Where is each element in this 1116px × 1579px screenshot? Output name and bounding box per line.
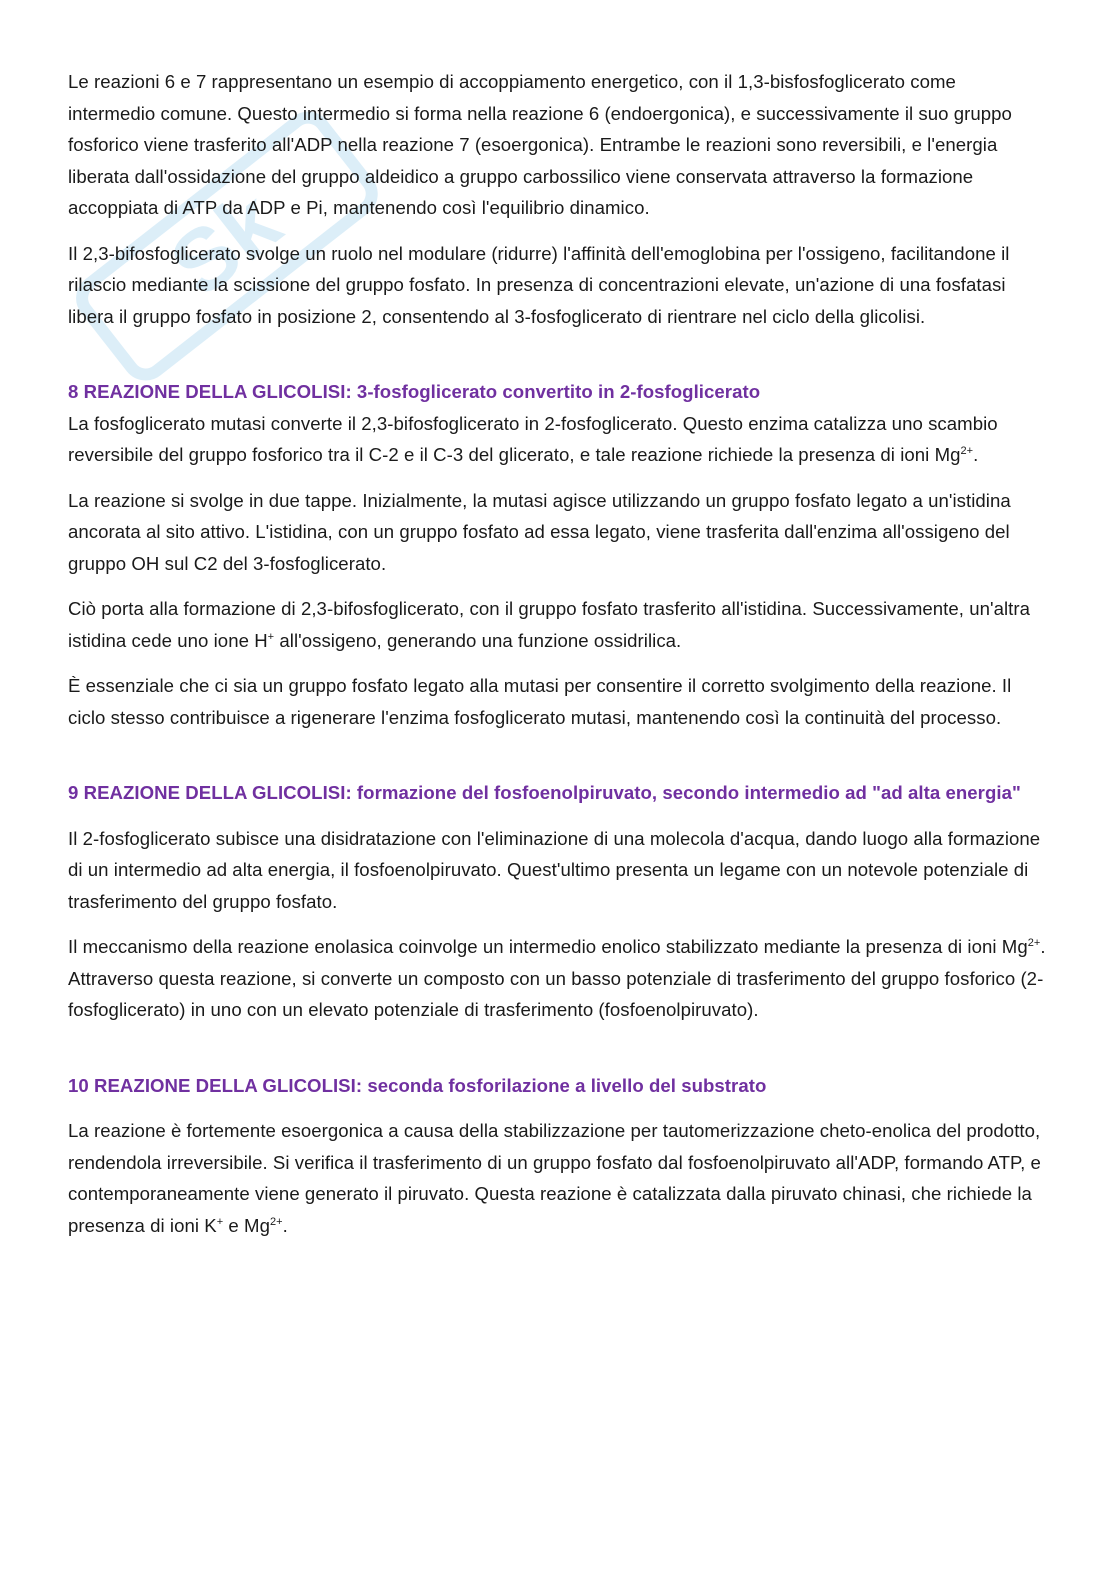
section-8-paragraph-2: La reazione si svolge in due tappe. Inizialmente, la mutasi agisce utilizzando un gruppo fosfato legato a un'istidina ancorata al sito attivo. L'istidina, con un gruppo fosfato ad essa legato, viene trasferita dall'enzima all'ossigeno del gruppo OH sul C2 del 3-fosfoglicerato. bbox=[68, 489, 1011, 574]
section-10-heading: 10 REAZIONE DELLA GLICOLISI: seconda fosforilazione a livello del substrato bbox=[68, 1074, 767, 1096]
section-8-heading: 8 REAZIONE DELLA GLICOLISI: 3-fosfoglicerato convertito in 2-fosfoglicerato bbox=[68, 381, 761, 402]
intro-paragraph-1: Le reazioni 6 e 7 rappresentano un esempio di accoppiamento energetico, con il 1,3-bisfosfoglicerato come intermedio comune. Questo intermedio si forma nella reazione 6 (endoergonica), e successivamente il suo gruppo fosforico viene trasferito all'ADP nella reazione 7 (esoergonica). Entrambe le reazioni sono reversibili, e l'energia liberata dall'ossidazione del gruppo aldeidico a gruppo carbossilico viene conservata attraverso la formazione accoppiata di ATP da ADP e Pi, mantenendo così l'equilibrio dinamico. bbox=[68, 71, 1012, 218]
section-8-paragraph-1: La fosfoglicerato mutasi converte il 2,3-bifosfoglicerato in 2-fosfoglicerato. Questo enzima catalizza uno scambio reversibile del gruppo fosforico tra il C-2 e il C-3 del glicerato, e tale reazione richiede la presenza di ioni $Mg^{2+}$. bbox=[68, 412, 998, 465]
section-8-paragraph-4: È essenziale che ci sia un gruppo fosfato legato alla mutasi per consentire il corretto svolgimento della reazione. Il ciclo stesso contribuisce a rigenerare l'enzima fosfoglicerato mutasi, mantenendo così la continuità del processo. bbox=[68, 675, 1012, 728]
watermark-brand: Sk bbox=[151, 171, 298, 316]
document-body bbox=[68, 66, 1048, 1255]
section-10-paragraph-1: La reazione è fortemente esoergonica a causa della stabilizzazione per tautomerizzazione cheto-enolica del prodotto, rendendola irreversibile. Si verifica il trasferimento di un gruppo fosfato dal fosfoenolpiruvato all'ADP, formando ATP, e contemporaneamente viene generato il piruvato. Questa reazione è catalizzata dalla piruvato chinasi, che richiede la presenza di ioni K+ e $Mg^{2+}$. bbox=[68, 1120, 1041, 1236]
section-9-paragraph-2: Il meccanismo della reazione enolasica coinvolge un intermedio enolico stabilizzato mediante la presenza di ioni $Mg^{2+}$. Attraverso questa reazione, si converte un composto con un basso potenziale di trasferimento del gruppo fosforico (2-fosfoglicerato) in uno con un elevato potenziale di trasferimento (fosfoenolpiruvato). bbox=[68, 936, 1046, 1020]
section-8-paragraph-3: Ciò porta alla formazione di 2,3-bifosfoglicerato, con il gruppo fosfato trasferito all'istidina. Successivamente, un'altra istidina cede uno ione H+ all'ossigeno, generando una funzione ossidrilica. bbox=[68, 598, 1031, 651]
intro-paragraph-2: Il 2,3-bifosfoglicerato svolge un ruolo nel modulare (ridurre) l'affinità dell'emoglobina per l'ossigeno, facilitandone il rilascio mediante la scissione del gruppo fosfato. In presenza di concentrazioni elevate, un'azione di una fosfatasi libera il gruppo fosfato in posizione 2, consentendo al 3-fosfoglicerato di rientrare nel ciclo della glicolisi. bbox=[68, 242, 1010, 327]
section-9-paragraph-1: Il 2-fosfoglicerato subisce una disidratazione con l'eliminazione di una molecola d'acqua, dando luogo alla formazione di un intermedio ad alta energia, il fosfoenolpiruvato. Quest'ultimo presenta un legame con un notevole potenziale di trasferimento del gruppo fosfato. bbox=[68, 827, 1041, 912]
section-9-heading: 9 REAZIONE DELLA GLICOLISI: formazione del fosfoenolpiruvato, secondo intermedio ad "ad alta energia" bbox=[68, 782, 1021, 803]
